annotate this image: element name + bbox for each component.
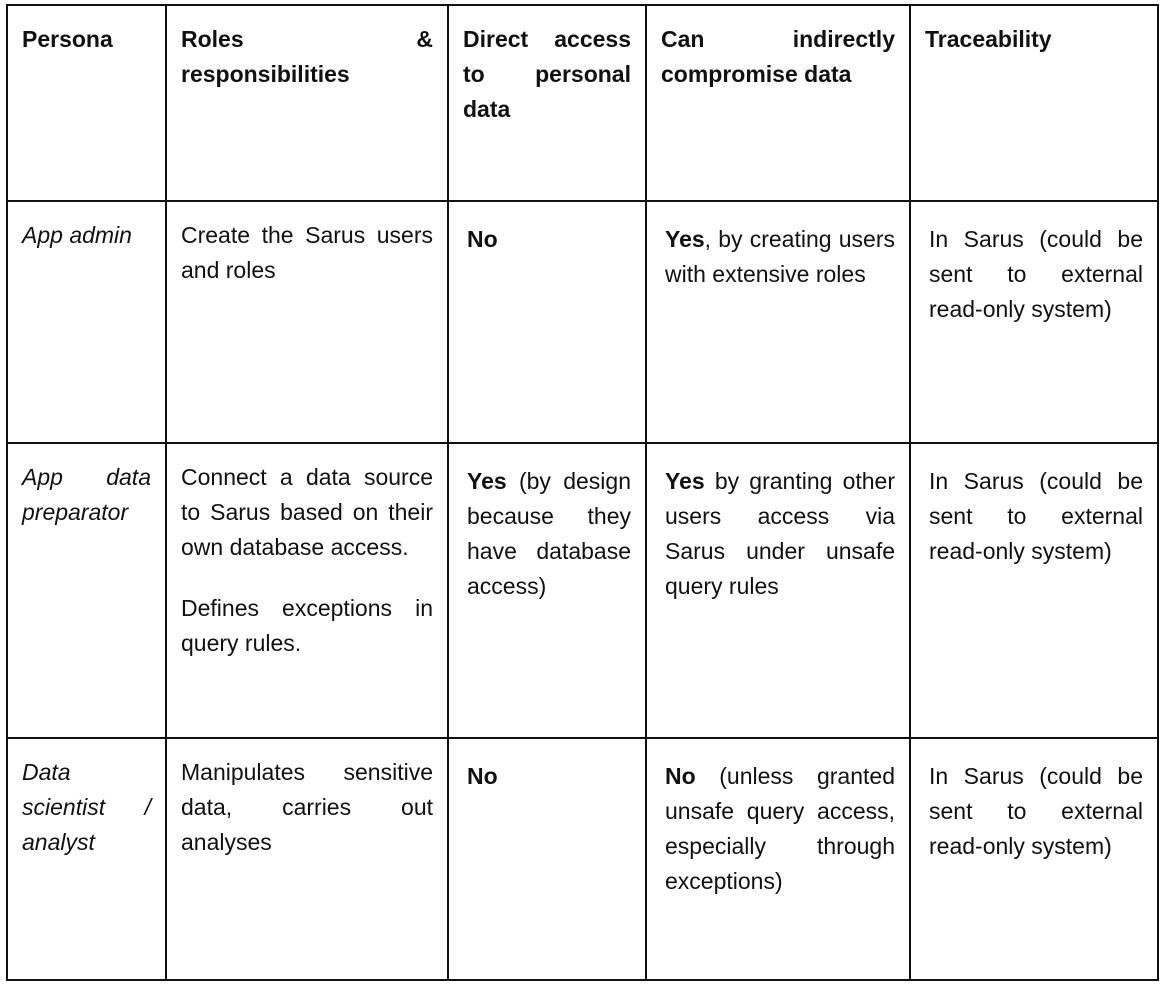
table-row (7, 738, 1158, 980)
roles-text: Defines exceptions in query rules. (181, 595, 433, 656)
table-row (7, 201, 1158, 443)
persona-cell (7, 443, 166, 738)
roles-text: Create the Sarus users and roles (181, 222, 433, 283)
header-direct-access: Direct access to personal data (463, 26, 631, 122)
traceability-cell (910, 201, 1158, 443)
indirect-answer: Yes (665, 468, 705, 494)
traceability-cell (910, 738, 1158, 980)
indirect-answer: No (665, 763, 696, 789)
persona-name: Data scientist / analyst (22, 759, 151, 855)
table-row (7, 443, 1158, 738)
direct-access-cell (448, 738, 646, 980)
indirect-answer: Yes (665, 226, 705, 252)
direct-access-answer: No (467, 763, 498, 789)
direct-access-answer: Yes (467, 468, 507, 494)
traceability-text: In Sarus (could be sent to external read-only system) (929, 763, 1143, 859)
roles-cell (166, 443, 448, 738)
indirect-detail: by granting other users access via Sarus under unsafe query rules (665, 468, 895, 599)
indirect-cell (646, 201, 910, 443)
direct-access-detail: (by design because they have database access) (467, 468, 631, 599)
persona-name: App admin (22, 222, 132, 248)
indirect-detail: , by creating users with extensive roles (665, 226, 895, 287)
persona-cell (7, 738, 166, 980)
roles-cell (166, 201, 448, 443)
direct-access-cell (448, 443, 646, 738)
roles-text: Connect a data source to Sarus based on their own database access. (181, 464, 433, 560)
header-traceability: Traceability (925, 26, 1052, 52)
direct-access-answer: No (467, 226, 498, 252)
header-roles: Roles & responsibilities (181, 26, 433, 87)
direct-access-cell (448, 201, 646, 443)
persona-cell (7, 201, 166, 443)
roles-cell (166, 738, 448, 980)
roles-text: Manipulates sensitive data, carries out analyses (181, 759, 433, 855)
header-indirect: Can indirectly compromise data (661, 26, 895, 87)
header-cell-direct-access (448, 5, 646, 201)
traceability-cell (910, 443, 1158, 738)
traceability-text: In Sarus (could be sent to external read-only system) (929, 226, 1143, 322)
personas-table (6, 4, 1159, 981)
persona-name: App data preparator (22, 464, 151, 525)
header-cell-traceability (910, 5, 1158, 201)
header-persona: Persona (22, 26, 113, 52)
indirect-cell (646, 443, 910, 738)
header-cell-roles (166, 5, 448, 201)
indirect-detail: (unless granted unsafe query access, especially through exceptions) (665, 763, 895, 894)
indirect-cell (646, 738, 910, 980)
header-row (7, 5, 1158, 201)
header-cell-indirect (646, 5, 910, 201)
traceability-text: In Sarus (could be sent to external read-only system) (929, 468, 1143, 564)
header-cell-persona (7, 5, 166, 201)
